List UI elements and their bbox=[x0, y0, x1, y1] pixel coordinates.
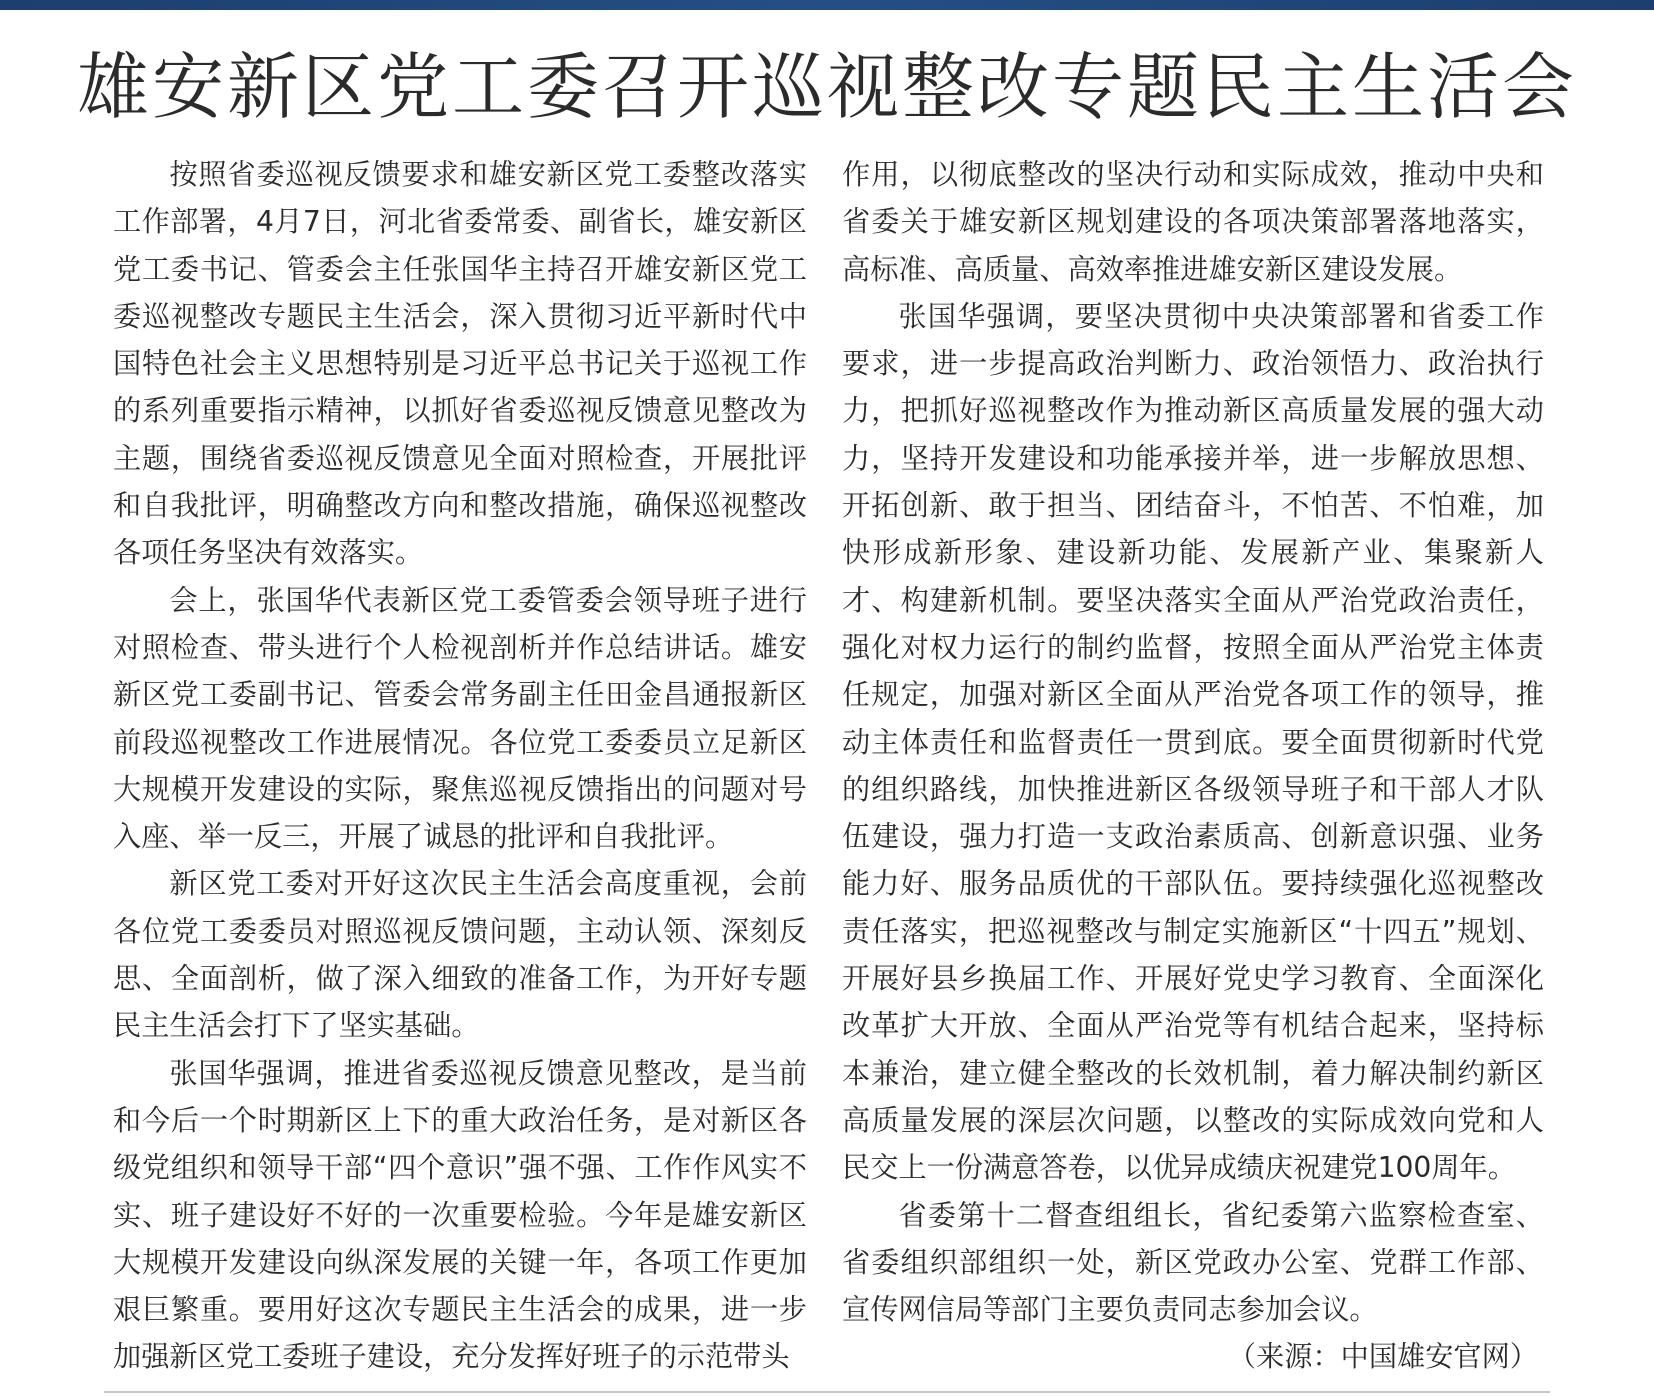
paragraph-emphasis-1-continued: 作用，以彻底整改的坚决行动和实际成效，推动中央和省委关于雄安新区规划建设的各项决策部署落地落实，高标准、高质量、高效率推进雄安新区建设发展。 bbox=[842, 158, 1544, 286]
article-column-left bbox=[113, 151, 807, 1381]
paragraph-attendees: 省委第十二督查组组长，省纪委第六监察检查室、省委组织部组织一处，新区党政办公室、党群工作部、宣传网信局等部门主要负责同志参加会议。 bbox=[842, 1198, 1544, 1327]
article-column-right bbox=[842, 151, 1544, 1381]
top-color-bar bbox=[0, 0, 1654, 10]
paragraph-intro: 按照省委巡视反馈要求和雄安新区党工委整改落实工作部署，4月7日，河北省委常委、副省长，雄安新区党工委书记、管委会主任张国华主持召开雄安新区党工委巡视整改专题民主生活会，深入贯彻习近平新时代中国特色社会主义思想特别是习近平总书记关于巡视工作的系列重要指示精神，以抓好省委巡视反馈意见整改为主题，围绕省委巡视反馈意见全面对照检查，开展批评和自我批评，明确整改方向和整改措施，确保巡视整改各项任务坚决有效落实。 bbox=[113, 158, 807, 570]
paragraph-meeting: 会上，张国华代表新区党工委管委会领导班子进行对照检查、带头进行个人检视剖析并作总结讲话。雄安新区党工委副书记、管委会常务副主任田金昌通报新区前段巡视整改工作进展情况。各位党工委委员立足新区大规模开发建设的实际，聚焦巡视反馈指出的问题对号入座、举一反三，开展了诚恳的批评和自我批评。 bbox=[113, 583, 807, 854]
bottom-divider bbox=[104, 1391, 1550, 1393]
paragraph-preparation: 新区党工委对开好这次民主生活会高度重视，会前各位党工委委员对照巡视反馈问题，主动认领、深刻反思、全面剖析，做了深入细致的准备工作，为开好专题民主生活会打下了坚实基础。 bbox=[113, 867, 807, 1043]
article-title: 雄安新区党工委召开巡视整改专题民主生活会 bbox=[76, 45, 1577, 129]
paragraph-emphasis-1: 张国华强调，推进省委巡视反馈意见整改，是当前和今后一个时期新区上下的重大政治任务，是对新区各级党组织和领导干部“四个意识”强不强、工作作风实不实、班子建设好不好的一次重要检验。今年是雄安新区大规模开发建设向纵深发展的关键一年，各项工作更加艰巨繁重。要用好这次专题民主生活会的成果，进一步加强新区党工委班子建设，充分发挥好班子的示范带头 bbox=[113, 1056, 807, 1374]
paragraph-emphasis-2: 张国华强调，要坚决贯彻中央决策部署和省委工作要求，进一步提高政治判断力、政治领悟力、政治执行力，把抓好巡视整改作为推动新区高质量发展的强大动力，坚持开发建设和功能承接并举，进一步解放思想、开拓创新、敢于担当、团结奋斗，不怕苦、不怕难，加快形成新形象、建设新功能、发展新产业、集聚新人才、构建新机制。要坚决落实全面从严治党政治责任，强化对权力运行的制约监督，按照全面从严治党主体责任规定，加强对新区全面从严治党各项工作的领导，推动主体责任和监督责任一贯到底。要全面贯彻新时代党的组织路线，加快推进新区各级领导班子和干部人才队伍建设，强力打造一支政治素质高、创新意识强、业务能力好、服务品质优的干部队伍。要持续强化巡视整改责任落实，把巡视整改与制定实施新区“十四五”规划、开展好县乡换届工作、开展好党史学习教育、全面深化改革扩大开放、全面从严治党等有机结合起来，坚持标本兼治，建立健全整改的长效机制，着力解决制约新区高质量发展的深层次问题，以整改的实际成效向党和人民交上一份满意答卷，以优异成绩庆祝建党100周年。 bbox=[842, 299, 1544, 1185]
article-source: （来源：中国雄安官网） bbox=[1227, 1340, 1538, 1374]
